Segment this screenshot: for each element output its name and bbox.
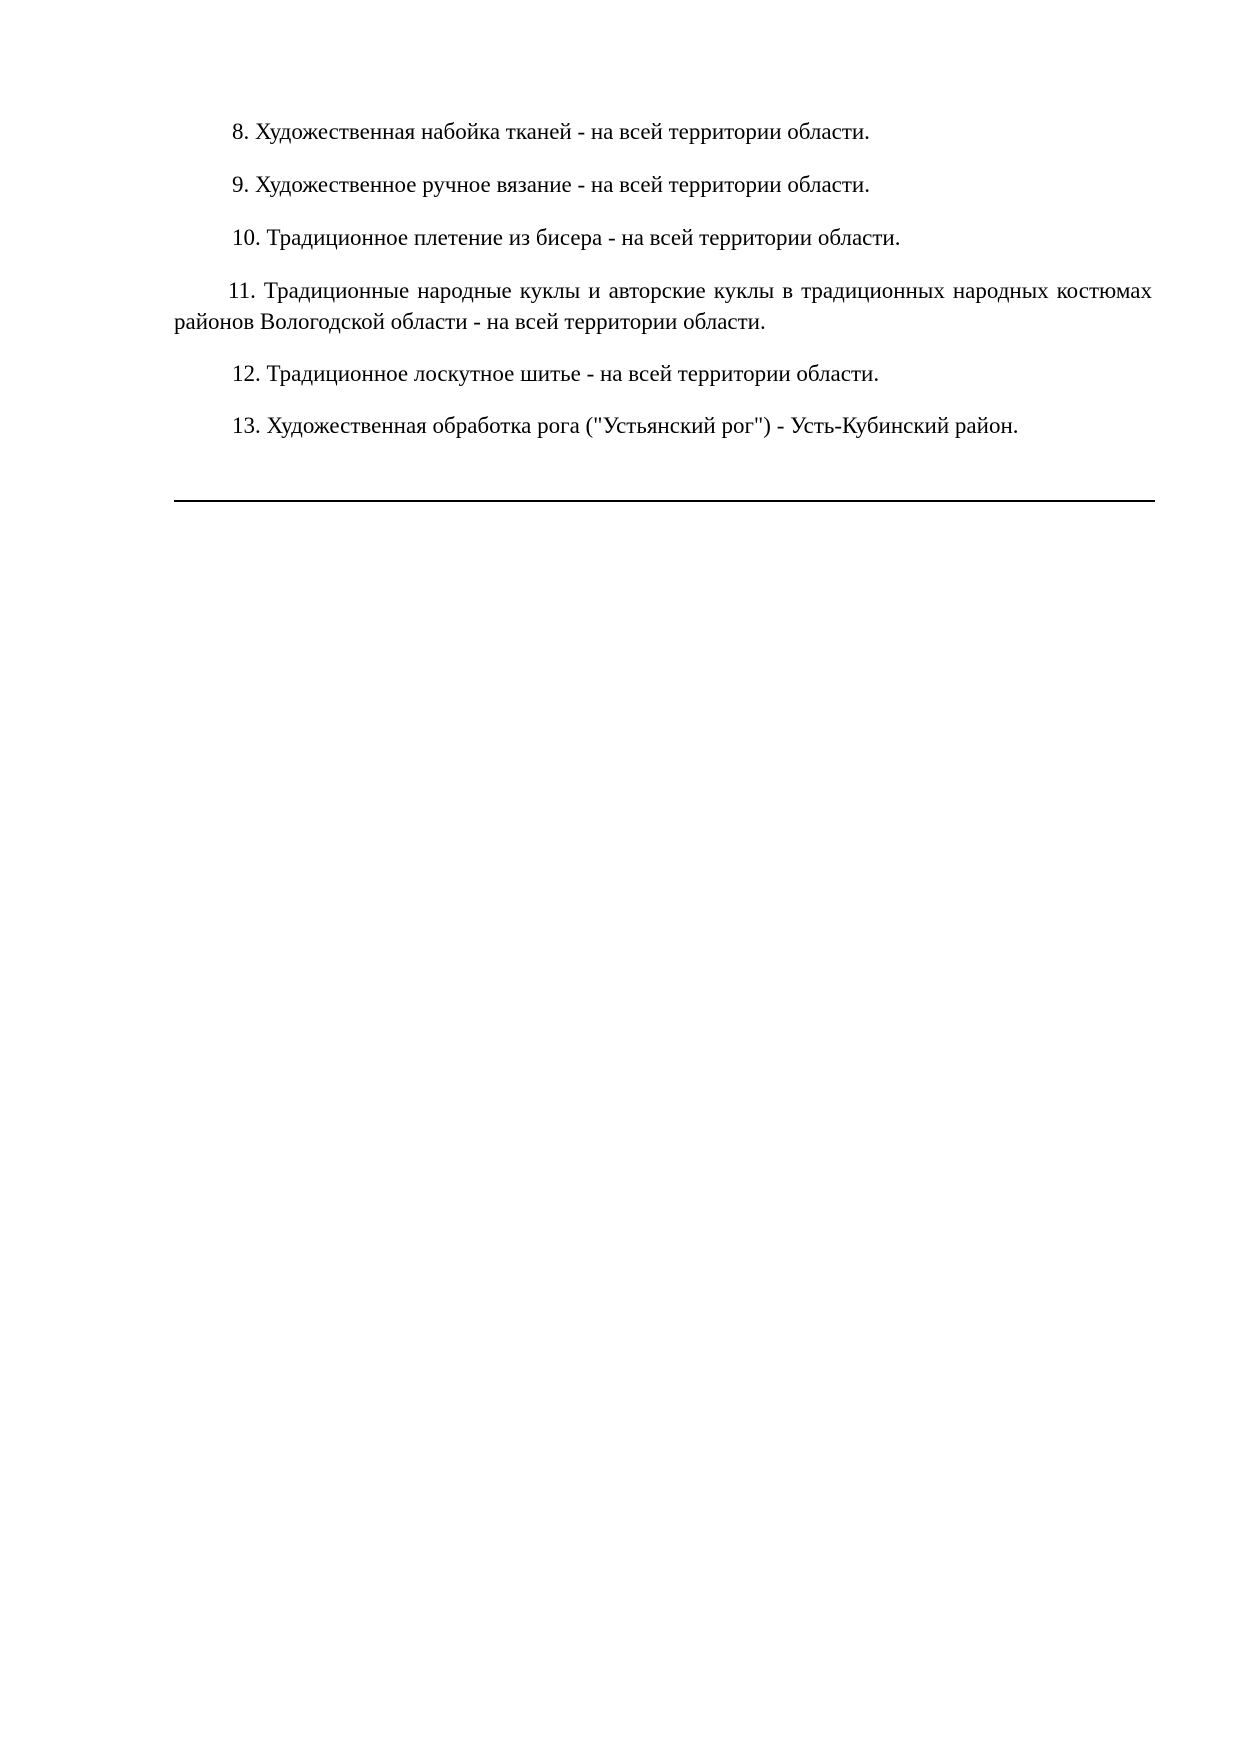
list-item-8: 8. Художественная набойка тканей - на всей территории области.	[232, 119, 870, 144]
list-item-13: 13. Художественная обработка рога ("Устьянский рог") - Усть-Кубинский район.	[232, 413, 1019, 438]
list-item-9: 9. Художественное ручное вязание - на всей территории области.	[232, 172, 870, 197]
list-item-12: 12. Традиционное лоскутное шитье - на всей территории области.	[232, 361, 880, 386]
list-item-10: 10. Традиционное плетение из бисера - на всей территории области.	[232, 225, 901, 250]
end-of-document-rule	[174, 500, 1155, 502]
list-item-11: 11. Традиционные народные куклы и авторские куклы в традиционных народных костюмах районов Вологодской области - на всей территории области.	[174, 278, 1152, 334]
